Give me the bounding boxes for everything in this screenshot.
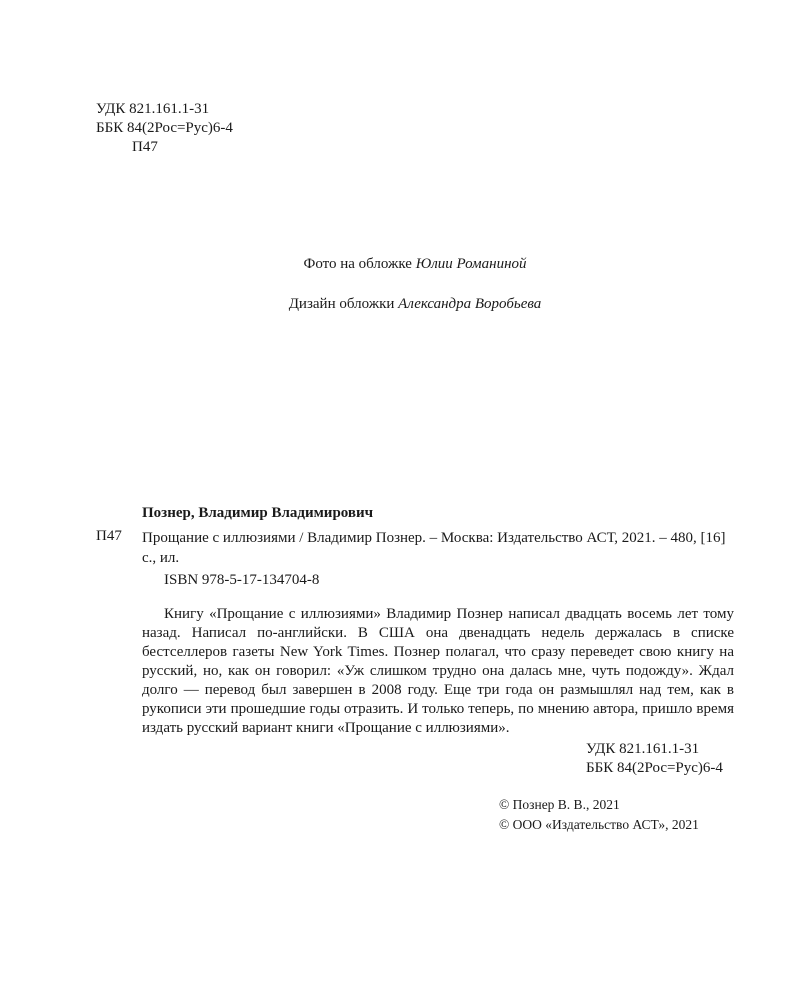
cover-design-credit bbox=[0, 296, 800, 313]
isbn: ISBN 978-5-17-134704-8 bbox=[164, 572, 320, 588]
bibliographic-author-mark: П47 bbox=[96, 528, 122, 544]
udk-code: УДК 821.161.1-31 bbox=[96, 101, 210, 117]
classification-block-top bbox=[96, 101, 233, 158]
annotation-paragraph: Книгу «Прощание с иллюзиями» Владимир Познер написал двадцать восемь лет тому назад. Написал по-английски. В США она двенадцать недель держалась в списке бестселлеров газеты New York Times. Познер полагал, что сразу переведет свою книгу на русский, но, как он говорил: «Уж слишком трудно она далась мне, чуть подожду». Ждал долго — перевод был завершен в 2008 году. Еще три года он размышлял над тем, как в рукописи эти прошедшие годы отразить. И только теперь, по мнению автора, пришло время издать русский вариант книги «Прощание с иллюзиями». bbox=[142, 606, 734, 736]
author-mark: П47 bbox=[132, 139, 158, 155]
design-credit-name: Александра Воробьева bbox=[398, 296, 542, 312]
bibliographic-title: Прощание с иллюзиями / Владимир Познер. – Москва: Издательство АСТ, 2021. – 480, [16] с., ил. bbox=[142, 530, 726, 566]
cover-photo-credit bbox=[0, 256, 800, 273]
udk-code-bottom: УДК 821.161.1-31 bbox=[586, 741, 700, 757]
design-credit-label: Дизайн обложки bbox=[288, 296, 399, 312]
photo-credit-name: Юлии Романиной bbox=[415, 256, 527, 272]
bbk-code-bottom: ББК 84(2Рос=Рус)6-4 bbox=[586, 760, 723, 776]
copyright-publisher: © ООО «Издательство АСТ», 2021 bbox=[499, 817, 699, 832]
copyright-author: © Познер В. В., 2021 bbox=[499, 797, 620, 812]
photo-credit-label: Фото на обложке bbox=[303, 256, 416, 272]
classification-block-bottom bbox=[586, 740, 723, 778]
bbk-code: ББК 84(2Рос=Рус)6-4 bbox=[96, 120, 233, 136]
book-author: Познер, Владимир Владимирович bbox=[142, 505, 374, 521]
